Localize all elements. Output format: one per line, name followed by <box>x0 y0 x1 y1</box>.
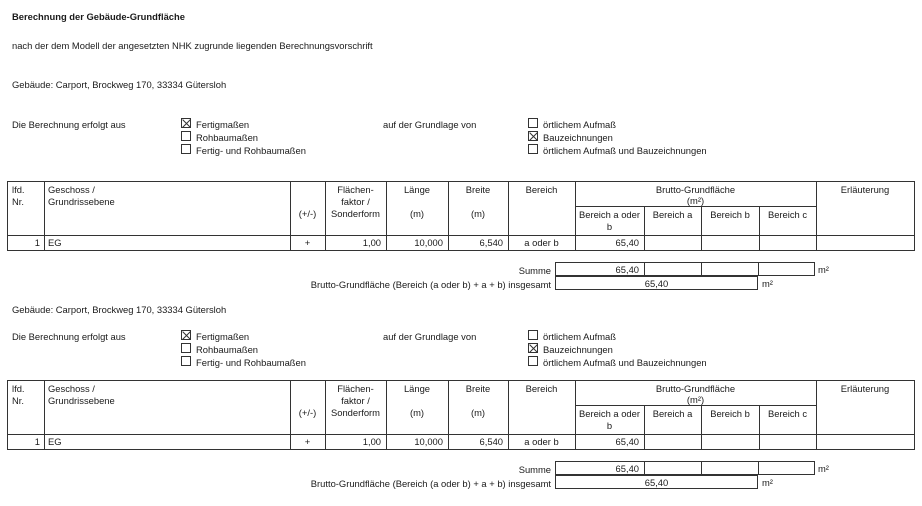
checkbox-aufmass-und-bauzeichnungen[interactable] <box>528 356 538 366</box>
row-bgf-ab: 65,40 <box>615 436 639 447</box>
checkbox-label: Rohbaumaßen <box>196 132 259 143</box>
checkbox-label: örtlichem Aufmaß <box>543 331 616 342</box>
header-breite-unit: (m) <box>470 208 486 219</box>
page-subtitle: nach der dem Modell der angesetzten NHK zugrunde liegenden Berechnungsvorschrift <box>12 40 373 51</box>
header-laenge: Länge <box>403 184 431 195</box>
checkbox-fertig-rohbaumasse[interactable] <box>181 144 191 154</box>
row-bereich: a oder b <box>524 237 559 248</box>
row-faktor: 1,00 <box>362 237 381 248</box>
total-value: 65,40 <box>644 278 669 289</box>
header-faktor: Flächen- faktor / Sonderform <box>331 383 380 418</box>
header-laenge: Länge <box>403 383 431 394</box>
header-bgf: Brutto-Grundfläche <box>655 184 736 195</box>
checkbox-label: Bauzeichnungen <box>543 132 613 143</box>
header-bereich-ab: Bereich a oder b <box>579 209 640 232</box>
header-lfd-nr: lfd. Nr. <box>12 184 25 207</box>
row-breite: 6,540 <box>479 436 503 447</box>
checkbox-label: örtlichem Aufmaß <box>543 119 616 130</box>
total-unit: m² <box>762 278 773 289</box>
header-bereich-ab: Bereich a oder b <box>579 408 640 431</box>
checkbox-label: Fertigmaßen <box>196 119 250 130</box>
checkbox-rohbaumasse[interactable] <box>181 131 191 141</box>
row-bgf-ab: 65,40 <box>615 237 639 248</box>
header-bereich-b: Bereich b <box>710 209 750 220</box>
checkbox-fertig-rohbaumasse[interactable] <box>181 356 191 366</box>
total-label: Brutto-Grundfläche (Bereich (a oder b) + a + b) insgesamt <box>310 478 551 489</box>
checkbox-label: Fertig- und Rohbaumaßen <box>196 357 306 368</box>
row-geschoss: EG <box>48 436 62 447</box>
checkbox-label: örtlichem Aufmaß und Bauzeichnungen <box>543 357 707 368</box>
row-nr: 1 <box>34 237 40 248</box>
header-bereich: Bereich <box>525 383 558 394</box>
header-geschoss: Geschoss / Grundrissebene <box>48 383 115 406</box>
row-faktor: 1,00 <box>362 436 381 447</box>
grundlage-label: auf der Grundlage von <box>383 119 477 130</box>
summe-value-ab: 65,40 <box>615 264 639 275</box>
row-laenge: 10,000 <box>414 436 443 447</box>
total-unit: m² <box>762 477 773 488</box>
summe-unit: m² <box>818 463 829 474</box>
area-table <box>7 380 915 450</box>
header-breite-unit: (m) <box>470 407 486 418</box>
row-sign: + <box>304 237 311 248</box>
header-bereich: Bereich <box>525 184 558 195</box>
checkbox-fertigmasse[interactable] <box>181 330 191 340</box>
header-sign: (+/-) <box>298 407 317 418</box>
building-label: Gebäude: Carport, Brockweg 170, 33334 Gütersloh <box>12 304 227 315</box>
checkbox-aufmass-und-bauzeichnungen[interactable] <box>528 144 538 154</box>
header-geschoss: Geschoss / Grundrissebene <box>48 184 115 207</box>
header-sign: (+/-) <box>298 208 317 219</box>
summe-unit: m² <box>818 264 829 275</box>
grundlage-label: auf der Grundlage von <box>383 331 477 342</box>
row-geschoss: EG <box>48 237 62 248</box>
row-breite: 6,540 <box>479 237 503 248</box>
building-label: Gebäude: Carport, Brockweg 170, 33334 Gütersloh <box>12 79 227 90</box>
header-bereich-b: Bereich b <box>710 408 750 419</box>
checkbox-oertliches-aufmass[interactable] <box>528 118 538 128</box>
header-faktor: Flächen- faktor / Sonderform <box>331 184 380 219</box>
header-bereich-c: Bereich c <box>767 408 808 419</box>
basis-label: Die Berechnung erfolgt aus <box>12 331 126 342</box>
header-bereich-a: Bereich a <box>652 408 693 419</box>
row-sign: + <box>304 436 311 447</box>
summe-label: Summe <box>518 265 551 276</box>
checkbox-bauzeichnungen[interactable] <box>528 131 538 141</box>
checkbox-label: Fertig- und Rohbaumaßen <box>196 145 306 156</box>
header-breite: Breite <box>465 383 491 394</box>
header-breite: Breite <box>465 184 491 195</box>
checkbox-label: Fertigmaßen <box>196 331 250 342</box>
row-bereich: a oder b <box>524 436 559 447</box>
total-label: Brutto-Grundfläche (Bereich (a oder b) + a + b) insgesamt <box>310 279 551 290</box>
header-bgf: Brutto-Grundfläche <box>655 383 736 394</box>
header-bereich-a: Bereich a <box>652 209 693 220</box>
row-laenge: 10,000 <box>414 237 443 248</box>
checkbox-rohbaumasse[interactable] <box>181 343 191 353</box>
checkbox-label: Rohbaumaßen <box>196 344 259 355</box>
page-title: Berechnung der Gebäude-Grundfläche <box>12 11 185 22</box>
checkbox-fertigmasse[interactable] <box>181 118 191 128</box>
header-erlaeuterung: Erläuterung <box>840 184 890 195</box>
header-laenge-unit: (m) <box>409 208 425 219</box>
checkbox-label: örtlichem Aufmaß und Bauzeichnungen <box>543 145 707 156</box>
header-laenge-unit: (m) <box>409 407 425 418</box>
header-bgf-unit: (m²) <box>686 195 705 206</box>
checkbox-oertliches-aufmass[interactable] <box>528 330 538 340</box>
summe-label: Summe <box>518 464 551 475</box>
summe-value-ab: 65,40 <box>615 463 639 474</box>
header-bereich-c: Bereich c <box>767 209 808 220</box>
header-erlaeuterung: Erläuterung <box>840 383 890 394</box>
basis-label: Die Berechnung erfolgt aus <box>12 119 126 130</box>
header-lfd-nr: lfd. Nr. <box>12 383 25 406</box>
header-bgf-unit: (m²) <box>686 394 705 405</box>
checkbox-label: Bauzeichnungen <box>543 344 613 355</box>
total-value: 65,40 <box>644 477 669 488</box>
row-nr: 1 <box>34 436 40 447</box>
area-table <box>7 181 915 251</box>
checkbox-bauzeichnungen[interactable] <box>528 343 538 353</box>
